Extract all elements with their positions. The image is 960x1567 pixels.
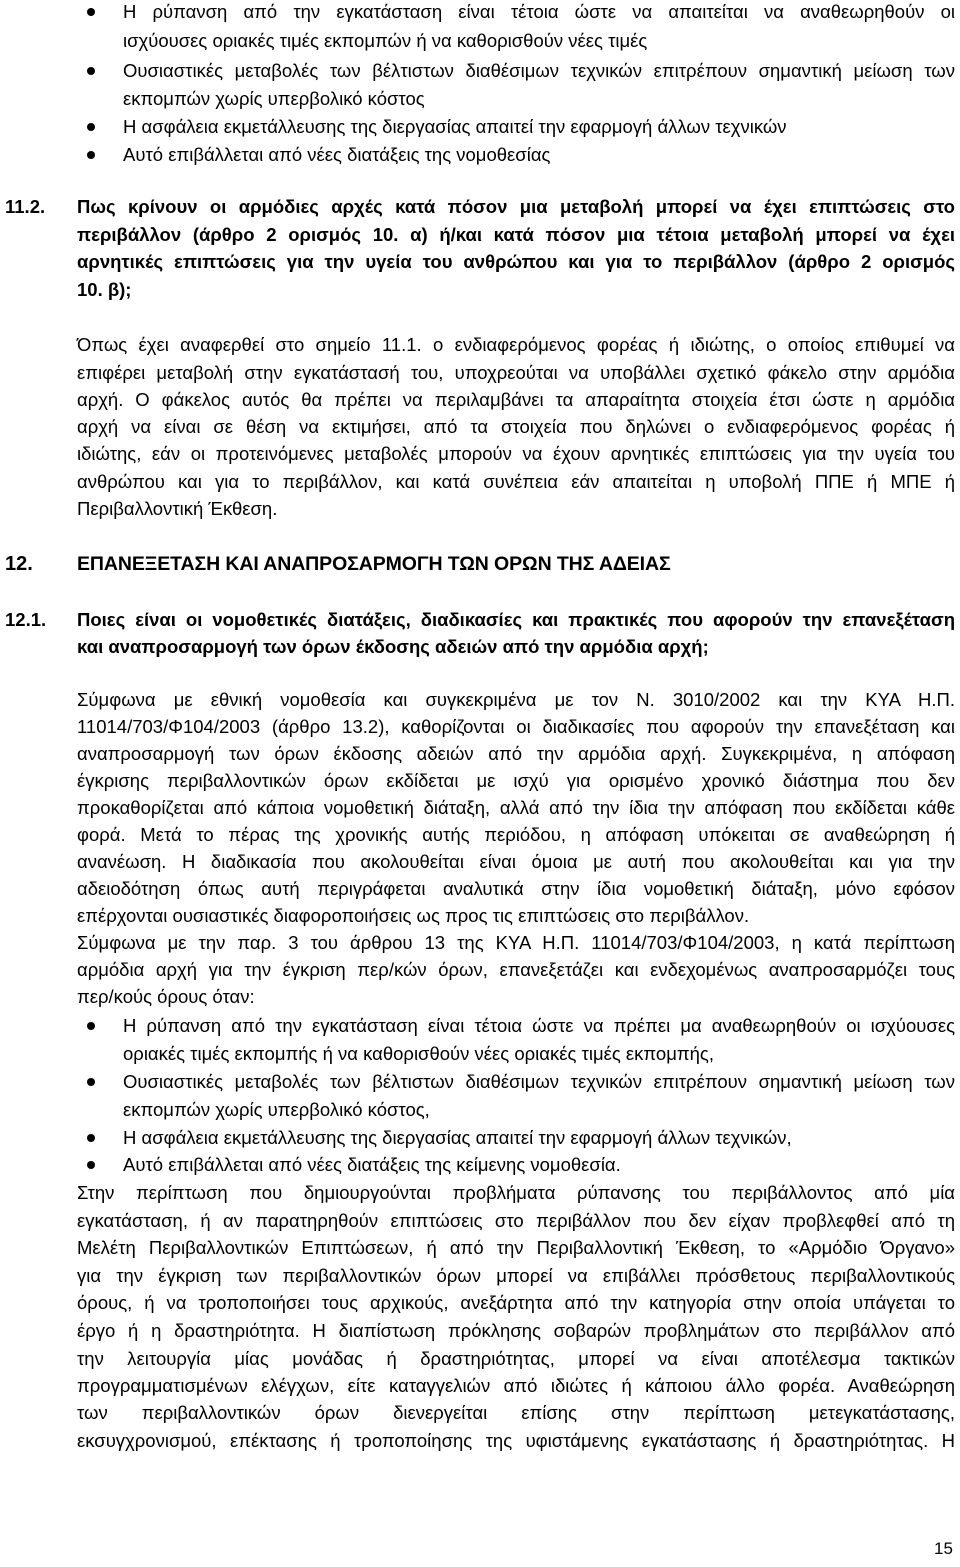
paragraph-line: ανανέωση. Η διαδικασία που ακολουθείται είναι όμοια με αυτή που ακολουθείται και για την [77, 851, 955, 872]
section-heading-line: 10. β); [77, 279, 132, 300]
paragraph-line: εκσυγχρονισμού, επέκτασης ή τροποποίησης της υφιστάμενης εγκατάστασης ή δραστηριότητας. Η [77, 1430, 955, 1451]
section-number: 11.2. [5, 196, 46, 217]
bullet-icon [87, 1161, 95, 1169]
list-item-line: Ουσιαστικές μεταβολές των βέλτιστων διαθέσιμων τεχνικών επιτρέπουν σημαντική μείωση των [123, 60, 955, 81]
paragraph-line: 11014/703/Φ104/2003 (άρθρο 13.2), καθορίζονται οι διαδικασίες που αφορούν την επανεξέταση και [77, 716, 955, 737]
section-heading-line: και αναπροσαρμογή των όρων έκδοσης αδειών από την αρμόδια αρχή; [77, 636, 709, 657]
paragraph-line: όρους, ή να τροποποιήσει τους αρχικούς, ανεξάρτητα από την κατηγορία στην οποία υπάγεται το [77, 1292, 955, 1313]
bullet-icon [87, 1078, 95, 1086]
paragraph-line: έργο ή η δραστηριότητα. Η διαπίστωση πρόκλησης σοβαρών προβλημάτων στο περιβάλλον από [77, 1320, 955, 1341]
paragraph-line: φορά. Μετά το πέρας της χρονικής αυτής περιόδου, η απόφαση υπόκειται σε αναθεώρηση ή [77, 824, 955, 845]
paragraph-line: Σύμφωνα με εθνική νομοθεσία και συγκεκριμένα με τον Ν. 3010/2002 και την ΚΥΑ Η.Π. [77, 689, 955, 710]
paragraph-line: αναπροσαρμογή των όρων έκδοσης αδειών από την αρμόδια αρχή. Συγκεκριμένα, η απόφαση [77, 743, 955, 764]
paragraph-line: αδειοδότηση όπως αυτή περιγράφεται αναλυτικά στην ίδια νομοθετική διάταξη, μόνο εφόσον [77, 878, 955, 899]
list-item-line: Η ασφάλεια εκμετάλλευσης της διεργασίας απαιτεί την εφαρμογή άλλων τεχνικών, [123, 1127, 792, 1148]
list-item-line: οριακές τιμές εκπομπής ή να καθορισθούν νέες οριακές τιμές εκπομπής, [123, 1043, 714, 1064]
section-heading-line: αρνητικές επιπτώσεις για την υγεία του ανθρώπου και για το περιβάλλον (άρθρο 2 ορισμός [77, 251, 955, 272]
bullet-icon [87, 151, 95, 159]
section-heading-line: περιβάλλον (άρθρο 2 ορισμός 10. α) ή/και κατά πόσον μια τέτοια μεταβολή μπορεί να έχει [77, 224, 955, 245]
list-item-line: Αυτό επιβάλλεται από νέες διατάξεις της κείμενης νομοθεσία. [123, 1154, 621, 1175]
list-item-line: εκπομπών χωρίς υπερβολικό κόστος [123, 88, 425, 109]
paragraph-line: των περιβαλλοντικών όρων διενεργείται επίσης στην περίπτωση μετεγκατάστασης, [77, 1402, 955, 1423]
paragraph-line: ανθρώπου και για το περιβάλλον, και κατά συνέπεια εάν απαιτείται η υποβολή ΠΠΕ ή ΜΠΕ ή [77, 471, 955, 492]
bullet-icon [87, 1022, 95, 1030]
paragraph-line: Σύμφωνα με την παρ. 3 του άρθρου 13 της ΚΥΑ Η.Π. 11014/703/Φ104/2003, η κατά περίπτωση [77, 932, 955, 953]
paragraph-line: αρχή. Ο φάκελος αυτός θα πρέπει να περιλαμβάνει τα απαραίτητα στοιχεία έτσι ώστε η αρμόδια [77, 389, 955, 410]
list-item-line: Ουσιαστικές μεταβολές των βέλτιστων διαθέσιμων τεχνικών επιτρέπουν σημαντική μείωση των [123, 1071, 955, 1092]
list-item-line: Η ρύπανση από την εγκατάσταση είναι τέτοια ώστε να πρέπει μα αναθεωρηθούν οι ισχύουσες [123, 1015, 955, 1036]
paragraph-line: προκαθορίζεται από κάποια νομοθετική διάταξη, αλλά από την ίδια την απόφαση που εκδίδεται κάθε [77, 797, 955, 818]
paragraph-line: αρχή να είναι σε θέση να εκτιμήσει, από τα στοιχεία που δηλώνει ο ενδιαφερόμενος φορέας ή [77, 416, 955, 437]
paragraph-line: ιδιώτης, εάν οι προτεινόμενες μεταβολές μπορούν να έχουν αρνητικές επιπτώσεις για την υγεία του [77, 443, 955, 464]
section-number: 12. [5, 553, 33, 575]
section-heading-line: Πως κρίνουν οι αρμόδιες αρχές κατά πόσον μια μεταβολή μπορεί να έχει επιπτώσεις στο [77, 196, 955, 217]
paragraph-line: Όπως έχει αναφερθεί στο σημείο 11.1. ο ενδιαφερόμενος φορέας ή ιδιώτης, ο οποίος επιθυμεί να [77, 334, 955, 355]
list-item-line: Η ρύπανση από την εγκατάσταση είναι τέτοια ώστε να απαιτείται να αναθεωρηθούν οι [123, 1, 955, 22]
bullet-icon [87, 67, 95, 75]
list-item-line: Αυτό επιβάλλεται από νέες διατάξεις της νομοθεσίας [123, 144, 551, 165]
paragraph-line: προγραμματισμένων ελέγχων, είτε καταγγελιών από ιδιώτες ή κάποιου άλλο φορέα. Αναθεώρηση [77, 1375, 955, 1396]
paragraph-line: την λειτουργία μίας μονάδας ή δραστηριότητας, μπορεί να είναι αποτέλεσμα τακτικών [77, 1348, 955, 1369]
list-item-line: ισχύουσες οριακές τιμές εκπομπών ή να καθορισθούν νέες τιμές [123, 30, 648, 51]
paragraph-line: Μελέτη Περιβαλλοντικών Επιπτώσεων, ή από την Περιβαλλοντική Έκθεση, το «Αρμόδιο Όργανο» [77, 1237, 955, 1258]
paragraph-line: Περιβαλλοντική Έκθεση. [77, 498, 278, 519]
paragraph-line: περ/κούς όρους όταν: [77, 986, 255, 1007]
section-title: ΕΠΑΝΕΞΕΤΑΣΗ ΚΑΙ ΑΝΑΠΡΟΣΑΡΜΟΓΗ ΤΩΝ ΟΡΩΝ ΤΗΣ ΑΔΕΙΑΣ [77, 553, 671, 575]
bullet-icon [87, 1134, 95, 1142]
list-item-line: Η ασφάλεια εκμετάλλευσης της διεργασίας απαιτεί την εφαρμογή άλλων τεχνικών [123, 116, 787, 137]
paragraph-line: αρμόδια αρχή για την έγκριση περ/κών όρων, επανεξετάζει και ενδεχομένως αναπροσαρμόζει τους [77, 959, 955, 980]
bullet-icon [87, 8, 95, 16]
section-heading-line: Ποιες είναι οι νομοθετικές διατάξεις, διαδικασίες και πρακτικές που αφορούν την επανεξέταση [77, 609, 955, 630]
section-number: 12.1. [5, 609, 47, 630]
paragraph-line: εγκατάσταση, ή αν παρατηρηθούν επιπτώσεις στο περιβάλλον που δεν είχαν προβλεφθεί από τη [77, 1210, 955, 1231]
paragraph-line: για την έγκριση των περιβαλλοντικών όρων μπορεί να επιβάλλει πρόσθετους περιβαλλοντικούς [77, 1265, 955, 1286]
paragraph-line: έγκρισης περιβαλλοντικών όρων εκδίδεται με ισχύ για ορισμένο χρονικό διάστημα που δεν [77, 770, 955, 791]
paragraph-line: επιφέρει μεταβολή στην εγκατάστασή του, υποχρεούται να υποβάλλει σχετικό φάκελο στην αρμόδια [77, 362, 955, 383]
paragraph-line: επέρχονται ουσιαστικές διαφοροποιήσεις ως προς τις επιπτώσεις στο περιβάλλον. [77, 905, 750, 926]
bullet-icon [87, 123, 95, 131]
list-item-line: εκπομπών χωρίς υπερβολικό κόστος, [123, 1099, 430, 1120]
paragraph-line: Στην περίπτωση που δημιουργούνται προβλήματα ρύπανσης του περιβάλλοντος από μία [77, 1182, 955, 1203]
page-number: 15 [934, 1539, 953, 1558]
